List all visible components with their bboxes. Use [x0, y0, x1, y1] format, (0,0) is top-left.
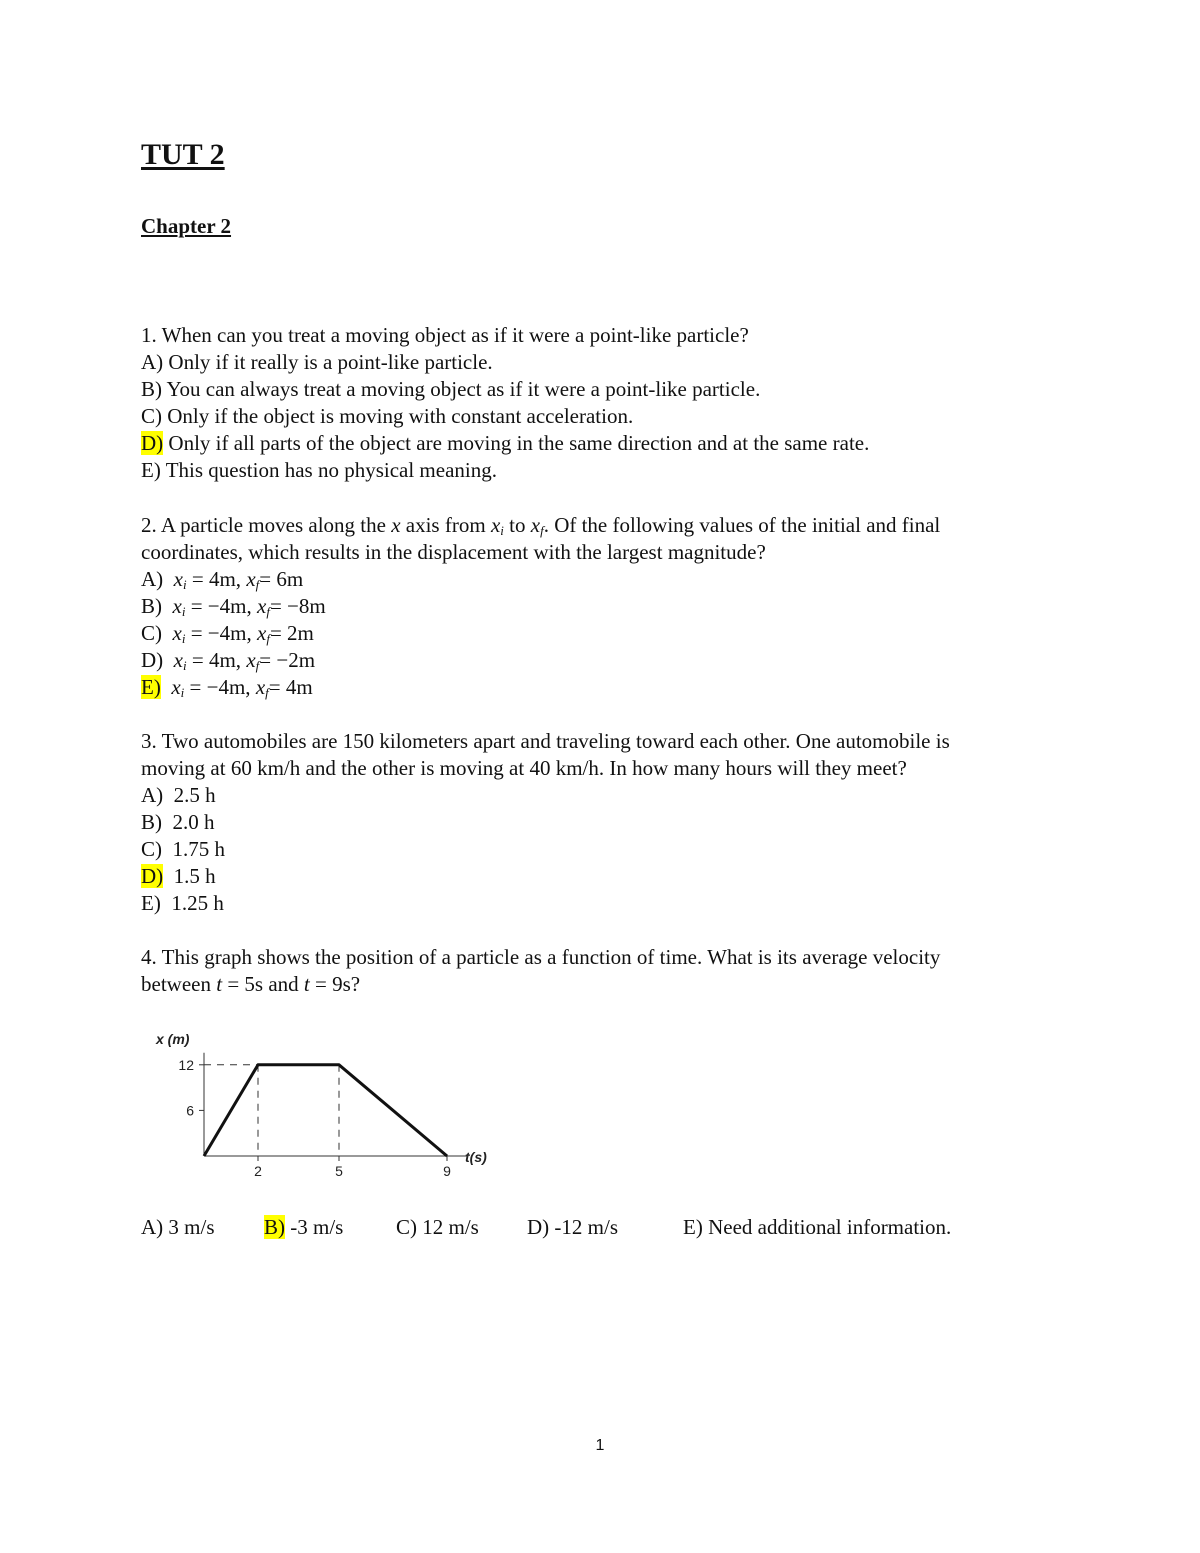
var-x: x: [490, 513, 501, 537]
option-text: -12 m/s: [549, 1215, 619, 1239]
q4-answer-b: [264, 1214, 343, 1241]
q3-option-b: [141, 809, 215, 836]
position-line: [204, 1065, 447, 1156]
option-letter: C): [141, 837, 162, 861]
option-text: -3 m/s: [285, 1215, 344, 1239]
option-letter: D): [141, 648, 164, 672]
option-text: 2.0 h: [162, 810, 215, 834]
option-letter: C): [141, 404, 162, 428]
q2-text: 2. A particle moves along the: [141, 513, 392, 537]
correct-answer-highlight: B): [264, 1215, 285, 1239]
var-t: t: [216, 972, 223, 996]
subscript-i: i: [183, 658, 187, 673]
option-text: 12 m/s: [417, 1215, 479, 1239]
subscript-i: i: [181, 631, 186, 646]
subscript-f: f: [266, 604, 270, 619]
q3-option-c: [141, 836, 225, 863]
option-text: Only if all parts of the object are moving in the same direction and at the same rate.: [163, 431, 870, 455]
position-time-graph: [148, 1022, 508, 1182]
page-number: 1: [595, 1437, 605, 1454]
option-text: Only if it really is a point-like particle.: [163, 350, 493, 374]
subscript-f: f: [266, 631, 270, 646]
var-x: x: [530, 513, 541, 537]
q2-text: . Of the following values of the initial and final: [543, 513, 941, 537]
var-x: x: [246, 648, 256, 672]
option-letter: B): [141, 810, 162, 834]
option-letter: E): [141, 891, 161, 915]
x-tick-label: 5: [335, 1163, 343, 1179]
xi-value: = −4m,: [185, 621, 257, 645]
x-tick-label: 2: [254, 1163, 262, 1179]
q3-question-line2: moving at 60 km/h and the other is moving at 40 km/h. In how many hours will they meet?: [141, 756, 907, 780]
q4-question-line1: 4. This graph shows the position of a particle as a function of time. What is its average velocity: [141, 945, 941, 969]
option-text: This question has no physical meaning.: [160, 458, 497, 482]
axes: [199, 1053, 469, 1161]
var-x: x: [173, 648, 183, 672]
q4-answer-c: [396, 1214, 479, 1241]
q1-question: 1. When can you treat a moving object as if it were a point-like particle?: [141, 323, 749, 347]
option-text: 3 m/s: [163, 1215, 215, 1239]
q1-option-c: [141, 403, 633, 430]
option-letter: C): [396, 1215, 417, 1239]
subscript-f: f: [265, 685, 269, 700]
option-letter: A): [141, 783, 164, 807]
xi-value: = 4m,: [186, 648, 247, 672]
option-text: 2.5 h: [163, 783, 216, 807]
option-letter: B): [141, 377, 162, 401]
dashed-guides: [204, 1065, 339, 1156]
subscript-i: i: [500, 523, 504, 538]
subscript-i: i: [183, 577, 187, 592]
xf-value: = −2m: [259, 648, 316, 672]
subscript-f: f: [255, 658, 260, 673]
option-text: 1.25 h: [160, 891, 224, 915]
tick-labels: [178, 1057, 451, 1179]
y-tick-label: 6: [186, 1102, 194, 1119]
q4-question-line2: [141, 971, 360, 998]
x-axis-label: t(s): [465, 1149, 487, 1165]
var-t: t: [303, 972, 310, 996]
option-letter: A): [141, 1215, 164, 1239]
q2-question-line2: coordinates, which results in the displacement with the largest magnitude?: [141, 540, 766, 564]
xf-value: = 2m: [269, 621, 314, 645]
var-x: x: [256, 621, 267, 645]
q4-text: = 9s?: [309, 972, 361, 996]
xi-value: = −4m,: [185, 594, 257, 618]
page-title: TUT 2: [141, 138, 225, 171]
xf-value: = 4m: [268, 675, 313, 699]
xf-value: = −8m: [269, 594, 326, 618]
var-x: x: [256, 594, 267, 618]
correct-answer-highlight: D): [141, 864, 164, 888]
option-letter: E): [141, 458, 161, 482]
option-letter: D): [527, 1215, 550, 1239]
var-x: x: [172, 594, 182, 618]
option-text: You can always treat a moving object as if it were a point-like particle.: [162, 377, 761, 401]
option-letter: B): [141, 594, 162, 618]
option-text: Only if the object is moving with constant acceleration.: [162, 404, 634, 428]
q3-question-line1: 3. Two automobiles are 150 kilometers apart and traveling toward each other. One automobile is: [141, 729, 950, 753]
subscript-i: i: [180, 685, 185, 700]
var-x: x: [171, 675, 181, 699]
q4-answer-a: [141, 1214, 215, 1241]
q1-option-b: [141, 376, 760, 403]
correct-answer-highlight: E): [141, 675, 161, 699]
option-letter: A): [141, 350, 164, 374]
var-x: x: [255, 675, 266, 699]
x-tick-label: 9: [443, 1163, 451, 1179]
q1-option-e: [141, 457, 497, 484]
q2-text: axis from: [400, 513, 491, 537]
option-text: 1.5 h: [163, 864, 216, 888]
y-axis-label: x (m): [156, 1031, 190, 1047]
var-x: x: [246, 567, 256, 591]
q4-answer-e: [683, 1214, 951, 1241]
xf-value: = 6m: [259, 567, 304, 591]
q4-text: between: [141, 972, 217, 996]
q3-option-a: [141, 782, 216, 809]
q3-option-e: [141, 890, 224, 917]
option-letter: E): [683, 1215, 703, 1239]
q2-text: to: [503, 513, 531, 537]
y-tick-label: 12: [178, 1056, 194, 1073]
q2-option-e: [141, 674, 313, 706]
q1-option-d: [141, 430, 869, 457]
var-x: x: [391, 513, 401, 537]
var-x: x: [173, 567, 183, 591]
xi-value: = −4m,: [184, 675, 256, 699]
option-text: Need additional information.: [702, 1215, 952, 1239]
subscript-f: f: [255, 577, 260, 592]
q3-option-d: [141, 863, 216, 890]
subscript-i: i: [181, 604, 186, 619]
subscript-f: f: [540, 523, 544, 538]
xi-value: = 4m,: [186, 567, 247, 591]
data-series: [204, 1065, 447, 1156]
correct-answer-highlight: D): [141, 431, 164, 455]
option-text: 1.75 h: [162, 837, 225, 861]
q1-option-a: [141, 349, 493, 376]
var-x: x: [172, 621, 182, 645]
q4-text: = 5s and: [222, 972, 304, 996]
q4-answer-d: [527, 1214, 618, 1241]
option-letter: C): [141, 621, 162, 645]
chapter-heading: Chapter 2: [141, 214, 232, 238]
option-letter: A): [141, 567, 164, 591]
